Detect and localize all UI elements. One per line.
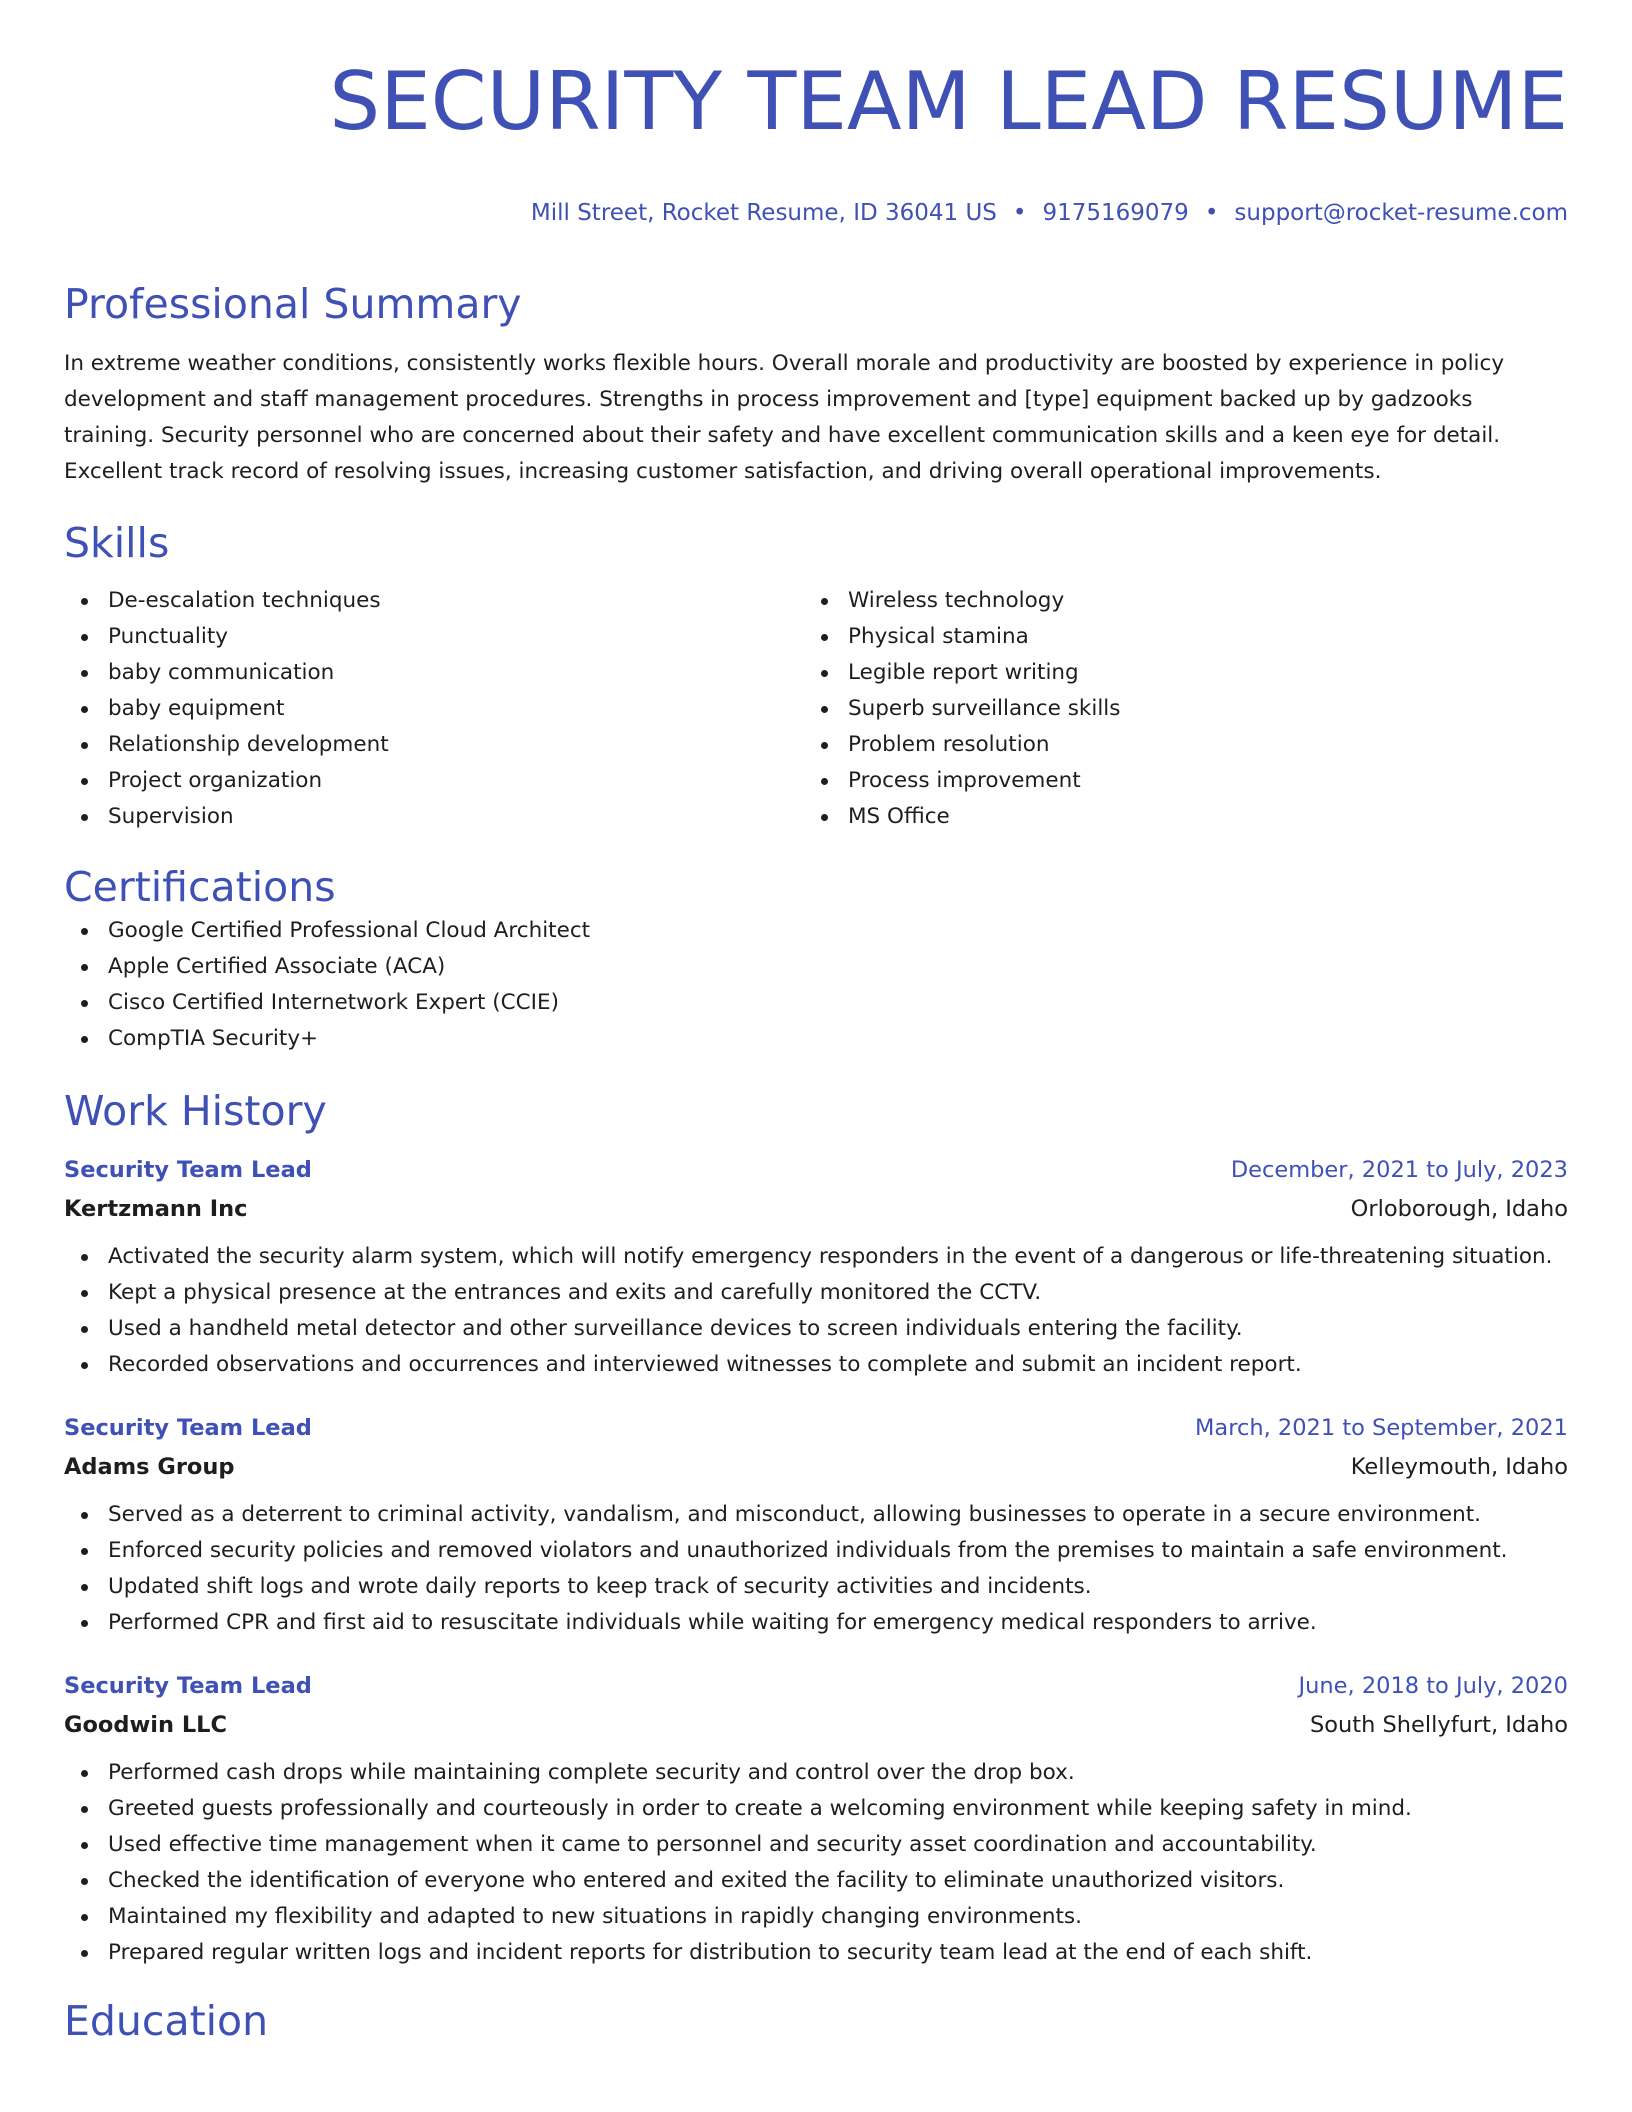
job-bullet: Enforced security policies and removed violators and unauthorized individuals from the premises to maintain a safe environment. <box>64 1533 1568 1569</box>
job-bullets <box>64 1239 1568 1383</box>
job-dates: March, 2021 to September, 2021 <box>1195 1415 1568 1441</box>
separator: • <box>1204 200 1219 226</box>
skills-list <box>64 583 1568 835</box>
job-entry <box>64 1667 1568 1971</box>
skill-item: Process improvement <box>804 763 1544 799</box>
skill-item: De-escalation techniques <box>64 583 804 619</box>
job-dates: December, 2021 to July, 2023 <box>1230 1157 1568 1183</box>
resume-title: SECURITY TEAM LEAD RESUME <box>329 55 1568 148</box>
certification-item: CompTIA Security+ <box>64 1021 1568 1057</box>
job-company: Adams Group <box>64 1454 235 1480</box>
job-bullet: Greeted guests professionally and courteously in order to create a welcoming environment while keeping safety in mind. <box>64 1791 1568 1827</box>
skill-item: Relationship development <box>64 727 804 763</box>
certifications-list <box>64 913 1568 1057</box>
job-entry <box>64 1409 1568 1641</box>
skill-item: Punctuality <box>64 619 804 655</box>
contact-line <box>64 198 1568 228</box>
job-bullet: Activated the security alarm system, which will notify emergency responders in the event of a dangerous or life-threatening situation. <box>64 1239 1568 1275</box>
job-role: Security Team Lead <box>64 1415 312 1441</box>
education-heading: Education <box>64 1997 269 2045</box>
job-bullet: Updated shift logs and wrote daily reports to keep track of security activities and incidents. <box>64 1569 1568 1605</box>
job-location: South Shellyfurt, Idaho <box>1309 1712 1568 1738</box>
certification-item: Cisco Certified Internetwork Expert (CCIE) <box>64 985 1568 1021</box>
skill-item: Project organization <box>64 763 804 799</box>
job-bullet: Used a handheld metal detector and other surveillance devices to screen individuals entering the facility. <box>64 1311 1568 1347</box>
job-bullet: Maintained my flexibility and adapted to new situations in rapidly changing environments. <box>64 1899 1568 1935</box>
job-company: Kertzmann Inc <box>64 1196 248 1222</box>
job-dates: June, 2018 to July, 2020 <box>1298 1673 1568 1699</box>
job-company: Goodwin LLC <box>64 1712 228 1738</box>
job-location: Kelleymouth, Idaho <box>1350 1454 1568 1480</box>
skills-column-left <box>64 583 804 835</box>
job-bullets <box>64 1497 1568 1641</box>
skill-item: Physical stamina <box>804 619 1544 655</box>
summary-heading: Professional Summary <box>64 280 522 328</box>
job-bullet: Performed cash drops while maintaining complete security and control over the drop box. <box>64 1755 1568 1791</box>
skill-item: Supervision <box>64 799 804 835</box>
skill-item: Superb surveillance skills <box>804 691 1544 727</box>
phone[interactable]: 9175169079 <box>1042 200 1189 226</box>
job-location: Orloborough, Idaho <box>1350 1196 1568 1222</box>
job-bullet: Recorded observations and occurrences and interviewed witnesses to complete and submit an incident report. <box>64 1347 1568 1383</box>
email-link[interactable]: support@rocket-resume.com <box>1234 200 1568 226</box>
job-bullet: Kept a physical presence at the entrances and exits and carefully monitored the CCTV. <box>64 1275 1568 1311</box>
address: Mill Street, Rocket Resume, ID 36041 US <box>530 200 997 226</box>
job-bullets <box>64 1755 1568 1971</box>
job-bullet: Served as a deterrent to criminal activity, vandalism, and misconduct, allowing businesses to operate in a secure environment. <box>64 1497 1568 1533</box>
separator: • <box>1012 200 1027 226</box>
certifications-heading: Certifications <box>64 863 336 911</box>
job-entry <box>64 1151 1568 1383</box>
skill-item: baby communication <box>64 655 804 691</box>
skill-item: Legible report writing <box>804 655 1544 691</box>
job-role: Security Team Lead <box>64 1157 312 1183</box>
skills-heading: Skills <box>64 519 170 567</box>
certification-item: Apple Certified Associate (ACA) <box>64 949 1568 985</box>
job-bullet: Checked the identification of everyone who entered and exited the facility to eliminate unauthorized visitors. <box>64 1863 1568 1899</box>
job-bullet: Performed CPR and first aid to resuscitate individuals while waiting for emergency medical responders to arrive. <box>64 1605 1568 1641</box>
job-bullet: Used effective time management when it came to personnel and security asset coordination and accountability. <box>64 1827 1568 1863</box>
skill-item: baby equipment <box>64 691 804 727</box>
work-history-heading: Work History <box>64 1087 327 1135</box>
skill-item: Problem resolution <box>804 727 1544 763</box>
certification-item: Google Certified Professional Cloud Architect <box>64 913 1568 949</box>
job-bullet: Prepared regular written logs and incident reports for distribution to security team lead at the end of each shift. <box>64 1935 1568 1971</box>
job-role: Security Team Lead <box>64 1673 312 1699</box>
skill-item: Wireless technology <box>804 583 1544 619</box>
summary-text: In extreme weather conditions, consistently works flexible hours. Overall morale and productivity are boosted by experience in policy development and staff management procedures. Strengths in process improvement and [type] equipment backed up by gadzooks training. Security personnel who are concerned about their safety and have excellent communication skills and a keen eye for detail. Excellent track record of resolving issues, increasing customer satisfaction, and driving overall operational improvements. <box>64 351 1505 484</box>
skill-item: MS Office <box>804 799 1544 835</box>
skills-column-right <box>804 583 1544 835</box>
